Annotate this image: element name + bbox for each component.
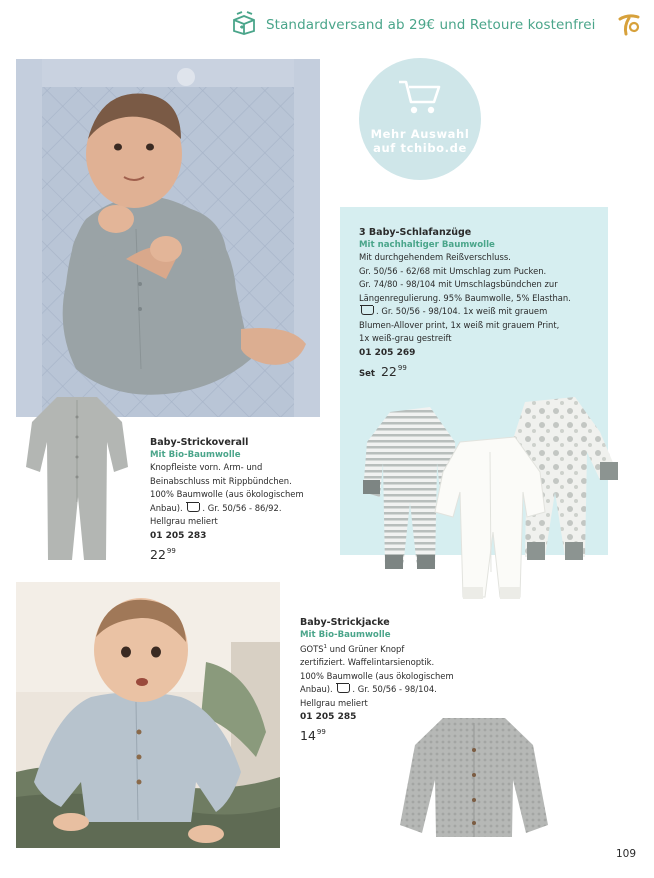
text-line: Gr. 50/56 - 62/68 mit Umschlag zum Pucken. [359,265,547,276]
cert-text: und Grüner Knopf [327,643,405,654]
article-number: 01 205 283 [150,530,207,541]
tchibo-logo-icon[interactable] [616,12,642,38]
care-text: . Gr. 50/56 - 98/104. 1x weiß mit grauem [376,306,548,316]
text-line: Blumen-Allover print, 1x weiß mit grauem Print, [359,319,560,330]
price [359,364,599,379]
care-text: . Gr. 50/56 - 98/104. [352,684,437,695]
overall-description [150,436,340,562]
article-number: 01 205 285 [300,712,357,723]
promo-circle[interactable] [359,58,481,180]
delivery-box-icon [230,11,258,39]
wash-care-icon [187,503,200,512]
text-line: Knopfleiste vorn. Arm- und [150,462,263,472]
knit-cardigan-photo [398,715,550,840]
text-line [300,641,500,656]
footnote-mark: 1 [323,644,328,650]
product-subtitle: Mit Bio-Baumwolle [300,630,391,640]
product-title: Baby-Strickoverall [150,437,249,448]
price-main: 14 [300,728,316,744]
article-number: 01 205 269 [359,347,416,358]
text-line: 1x weiß-grau gestreift [359,333,452,343]
text-line: 100% Baumwolle (aus ökologischem [300,670,454,681]
text-line: Gr. 74/80 - 98/104 mit Umschlagsbündchen zur [359,279,558,289]
product-text [359,251,599,346]
wash-care-icon [361,306,374,315]
product-text [300,641,500,710]
sleepsuits-description [359,226,599,379]
text-line: Mit durchgehendem Reißverschluss. [359,252,511,262]
color-text: Hellgrau meliert [300,697,368,708]
product-subtitle: Mit Bio-Baumwolle [150,450,241,460]
product-title: 3 Baby-Schlafanzüge [359,227,472,238]
product-title: Baby-Strickjacke [300,617,390,628]
care-prefix: Anbau). [300,684,333,695]
price-main: 22 [380,363,397,379]
text-line [150,502,340,516]
baby-in-cardigan-photo [16,582,280,848]
shipping-banner-text: Standardversand ab 29€ und Retoure kostenfrei [266,17,596,33]
text-line: Längenregulierung. 95% Baumwolle, 5% Elasthan. [359,292,571,303]
price-cents: 99 [397,363,407,372]
text-line [300,683,500,697]
product-subtitle: Mit nachhaltiger Baumwolle [359,240,495,250]
care-text: . Gr. 50/56 - 86/92. [202,502,282,513]
promo-text [371,127,470,155]
text-line: Beinabschluss mit Rippbündchen. [150,475,292,486]
text-line [359,305,599,319]
price-main: 22 [150,546,166,562]
sleepsuits-photo [355,392,625,612]
wash-care-icon [337,684,350,693]
page-number: 109 [615,848,636,860]
text-line: 100% Baumwolle (aus ökologischem [150,489,304,499]
color-text: Hellgrau meliert [150,516,218,526]
product-text [150,461,340,529]
knit-overall-photo [22,392,132,567]
baby-in-crib-photo [16,59,320,417]
price-prefix: Set [359,368,375,379]
promo-line-1: Mehr Auswahl [370,127,470,141]
text-line: zertifiziert. Waffelintarsienoptik. [300,657,435,668]
shopping-cart-icon [396,76,444,116]
shipping-banner [230,10,650,40]
price-cents: 99 [166,546,176,555]
care-prefix: Anbau). [150,502,183,513]
gots-label: GOTS [300,643,324,654]
promo-line-2: auf tchibo.de [373,141,467,155]
price [150,547,340,562]
price-cents: 99 [316,728,326,737]
